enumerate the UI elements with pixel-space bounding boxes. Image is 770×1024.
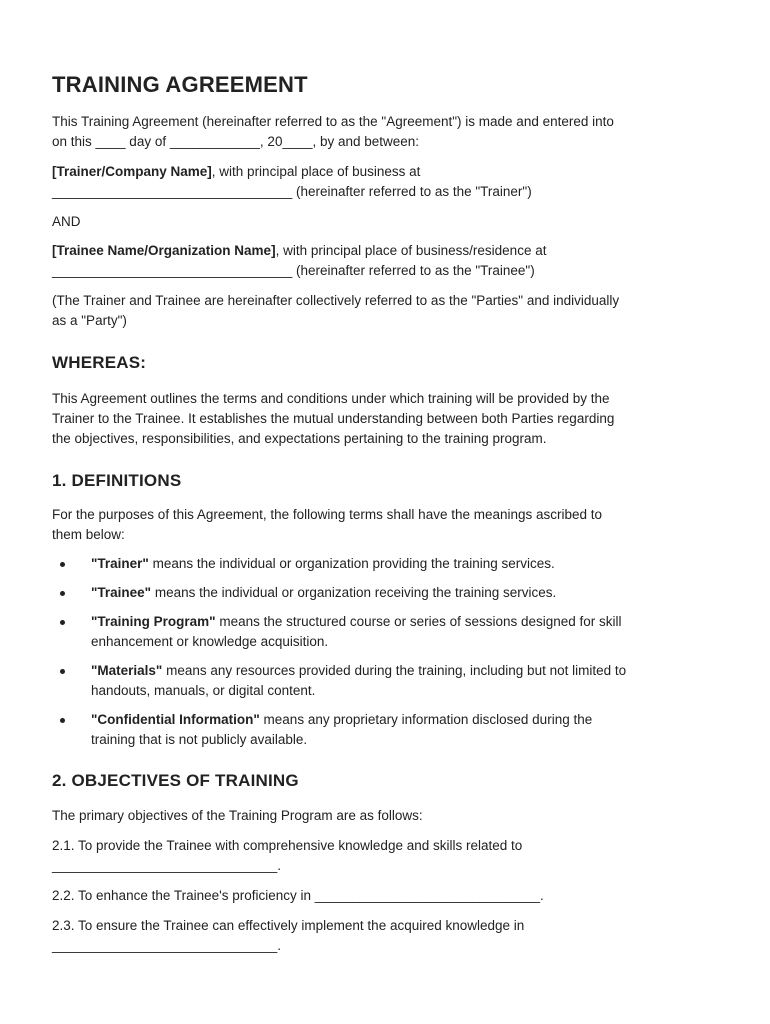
whereas-line-1: This Agreement outlines the terms and conditions under which training will be provided by the (52, 391, 610, 406)
document-title: TRAINING AGREEMENT (52, 72, 308, 97)
definition-item-confidential-information (52, 710, 700, 750)
bullet-icon (60, 591, 65, 596)
trainer-address-line: ________________________________ (hereinafter referred to as the "Trainer") (52, 184, 532, 199)
objective-2-1-line-2: ______________________________. (52, 858, 281, 873)
definition-text: means the individual or organization providing the training services. (148, 556, 555, 571)
definition-term: "Trainee" (91, 585, 152, 600)
trainee-address-line: ________________________________ (hereinafter referred to as the "Trainee") (52, 263, 535, 278)
definition-text-continued: training that is not publicly available. (91, 732, 308, 747)
trainer-address-label: , with principal place of business at (211, 164, 421, 179)
intro-line-1: This Training Agreement (hereinafter referred to as the "Agreement") is made and entered into (52, 114, 614, 129)
objective-item-2-3 (52, 916, 700, 956)
definition-text: means the individual or organization receiving the training services. (151, 585, 557, 600)
definition-item-training-program (52, 612, 700, 652)
definitions-list (52, 554, 700, 750)
definitions-intro-line-1: For the purposes of this Agreement, the following terms shall have the meanings ascribed to (52, 507, 603, 522)
bullet-icon (60, 620, 65, 625)
definition-text: means any resources provided during the training, including but not limited to (162, 663, 627, 678)
definition-text: means the structured course or series of sessions designed for skill (215, 614, 622, 629)
whereas-line-3: the objectives, responsibilities, and expectations pertaining to the training program. (52, 431, 547, 446)
objective-item-2-1 (52, 836, 700, 876)
definition-item-trainee (52, 583, 700, 603)
trainee-address-label: , with principal place of business/residence at (275, 243, 547, 258)
and-label: AND (52, 214, 81, 229)
whereas-paragraph (52, 389, 700, 449)
definition-term: "Trainer" (91, 556, 149, 571)
trainer-paragraph (52, 162, 700, 202)
definition-term: "Materials" (91, 663, 163, 678)
intro-paragraph (52, 112, 700, 152)
whereas-heading: WHEREAS: (52, 353, 147, 372)
bullet-icon (60, 718, 65, 723)
bullet-icon (60, 669, 65, 674)
intro-line-2: on this ____ day of ____________, 20____, by and between: (52, 134, 420, 149)
definition-text-continued: enhancement or knowledge acquisition. (91, 634, 329, 649)
parties-note (52, 291, 700, 331)
definition-text: means any proprietary information disclosed during the (259, 712, 593, 727)
objective-2-1-line-1: 2.1. To provide the Trainee with comprehensive knowledge and skills related to (52, 838, 523, 853)
definition-item-trainer (52, 554, 700, 574)
parties-note-line-1: (The Trainer and Trainee are hereinafter collectively referred to as the "Parties" and individually (52, 293, 620, 308)
parties-note-line-2: as a "Party") (52, 313, 127, 328)
definitions-intro-line-2: them below: (52, 527, 125, 542)
objective-2-3-line-1: 2.3. To ensure the Trainee can effectively implement the acquired knowledge in (52, 918, 525, 933)
trainee-paragraph (52, 241, 700, 281)
definition-term: "Training Program" (91, 614, 216, 629)
objective-item-2-2: 2.2. To enhance the Trainee's proficiency in ______________________________. (52, 888, 544, 903)
bullet-icon (60, 562, 65, 567)
objective-2-3-line-2: ______________________________. (52, 938, 281, 953)
definition-term: "Confidential Information" (91, 712, 260, 727)
trainee-name: [Trainee Name/Organization Name] (52, 243, 276, 258)
objectives-intro: The primary objectives of the Training Program are as follows: (52, 808, 423, 823)
whereas-line-2: Trainer to the Trainee. It establishes the mutual understanding between both Parties regarding (52, 411, 615, 426)
objectives-heading: 2. OBJECTIVES OF TRAINING (52, 771, 299, 790)
definition-text-continued: handouts, manuals, or digital content. (91, 683, 316, 698)
definitions-intro (52, 505, 700, 545)
definitions-heading: 1. DEFINITIONS (52, 471, 182, 490)
trainer-name: [Trainer/Company Name] (52, 164, 212, 179)
definition-item-materials (52, 661, 700, 701)
